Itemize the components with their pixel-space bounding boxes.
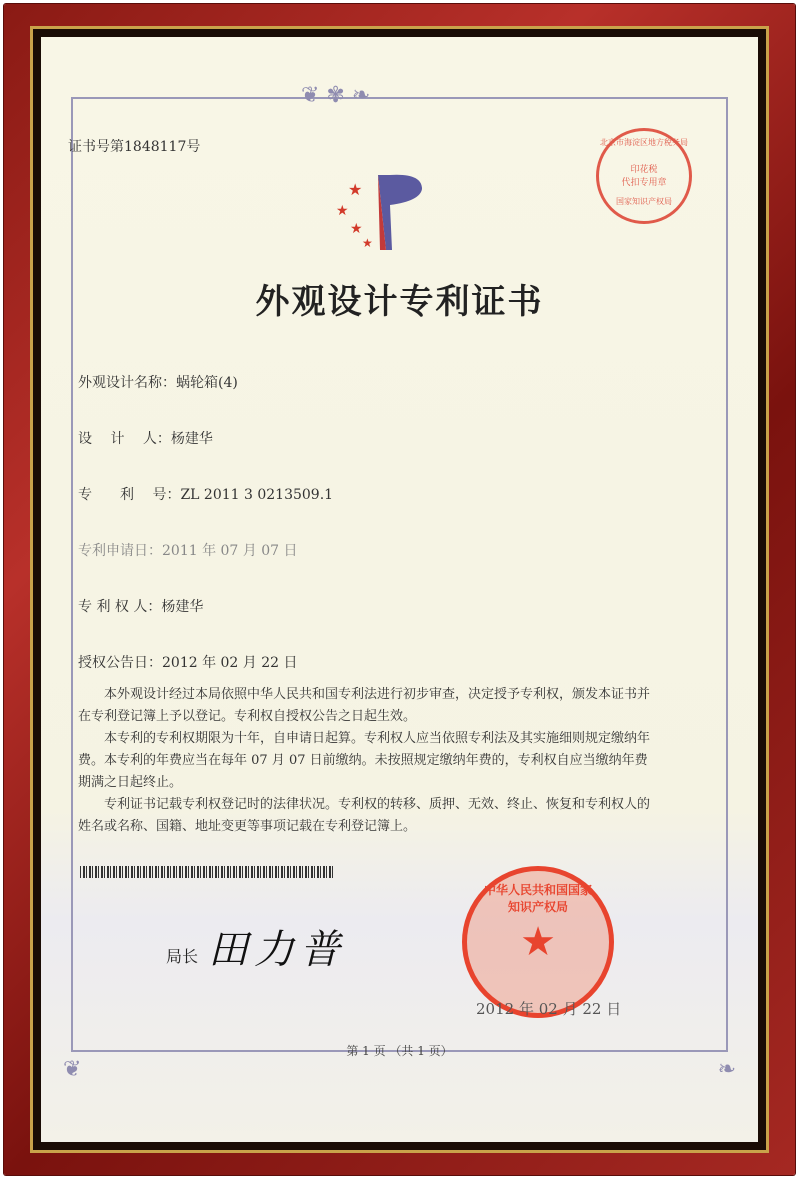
director-signature: 田力普 [208, 927, 346, 973]
field-value: 蜗轮箱(4) [176, 375, 238, 391]
field-label: 设 计 人： [78, 431, 171, 447]
stamp-bottom-text: 国家知识产权局 [616, 197, 672, 206]
paragraph: 专利证书记载专利权登记时的法律状况。专利权的转移、质押、无效、终止、恢复和专利权人的姓名或名称、国籍、地址变更等事项记载在专利登记簿上。 [78, 797, 651, 834]
field-value: 2012 年 02 月 22 日 [162, 655, 298, 671]
design-name-field [78, 372, 238, 392]
field-label: 授权公告日： [78, 655, 162, 671]
application-date-field [78, 540, 298, 560]
office-seal [462, 866, 614, 1018]
page-indicator: 第 1 页 （共 1 页） [346, 1044, 453, 1058]
patent-number-field [78, 484, 333, 504]
field-value: 2011 年 07 月 07 日 [162, 543, 298, 559]
director-label: 局长 [166, 947, 199, 966]
svg-text:★: ★ [348, 180, 363, 199]
field-value: 杨建华 [170, 431, 213, 447]
field-label: 专 利 权 人： [78, 599, 162, 615]
field-label: 外观设计名称： [78, 375, 176, 391]
paragraph: 本专利的专利权期限为十年，自申请日起算。专利权人应当依照专利法及其实施细则规定缴纳年费。本专利的年费应当在每年 07 月 07 日前缴纳。未按照规定缴纳年费的，专利权自应当缴纳年费期满之日起终止。 [78, 731, 651, 790]
paragraph: 本外观设计经过本局依照中华人民共和国专利法进行初步审查，决定授予专利权，颁发本证书并在专利登记簿上予以登记。专利权自授权公告之日起生效。 [78, 687, 651, 724]
corner-ornament-icon: ❦ [63, 1057, 82, 1082]
field-value: 杨建华 [161, 599, 204, 615]
seal-text: 中华人民共和国国家知识产权局 [483, 883, 592, 914]
certificate-number: 证书号第1848117号 [68, 139, 201, 155]
patentee-field [78, 596, 203, 616]
patent-office-logo-icon [330, 165, 440, 255]
field-label: 专 利 号： [78, 487, 181, 503]
svg-text:★: ★ [350, 221, 363, 237]
certificate-body [78, 684, 650, 838]
seal-date: 2012 年 02 月 22 日 [476, 1000, 622, 1018]
top-ornament-icon: ❦ ✾ ❧ [301, 83, 371, 108]
stamp-outer-text: 北京市海淀区地方税务局 [600, 138, 688, 147]
field-value: ZL 2011 3 0213509.1 [180, 487, 334, 503]
field-label: 专利申请日： [78, 543, 162, 559]
designer-field [78, 428, 213, 448]
certificate-title: 外观设计专利证书 [255, 282, 544, 322]
svg-text:★: ★ [336, 203, 349, 219]
tax-stamp [596, 128, 692, 224]
stamp-center-text: 代扣专用章 [621, 178, 667, 188]
svg-text:★: ★ [362, 236, 373, 250]
corner-ornament-icon: ❧ [717, 1057, 736, 1082]
national-emblem-icon: ★ [520, 919, 556, 965]
grant-date-field [78, 652, 298, 672]
stamp-center-text: 印花税 [630, 165, 658, 175]
barcode [80, 866, 335, 878]
